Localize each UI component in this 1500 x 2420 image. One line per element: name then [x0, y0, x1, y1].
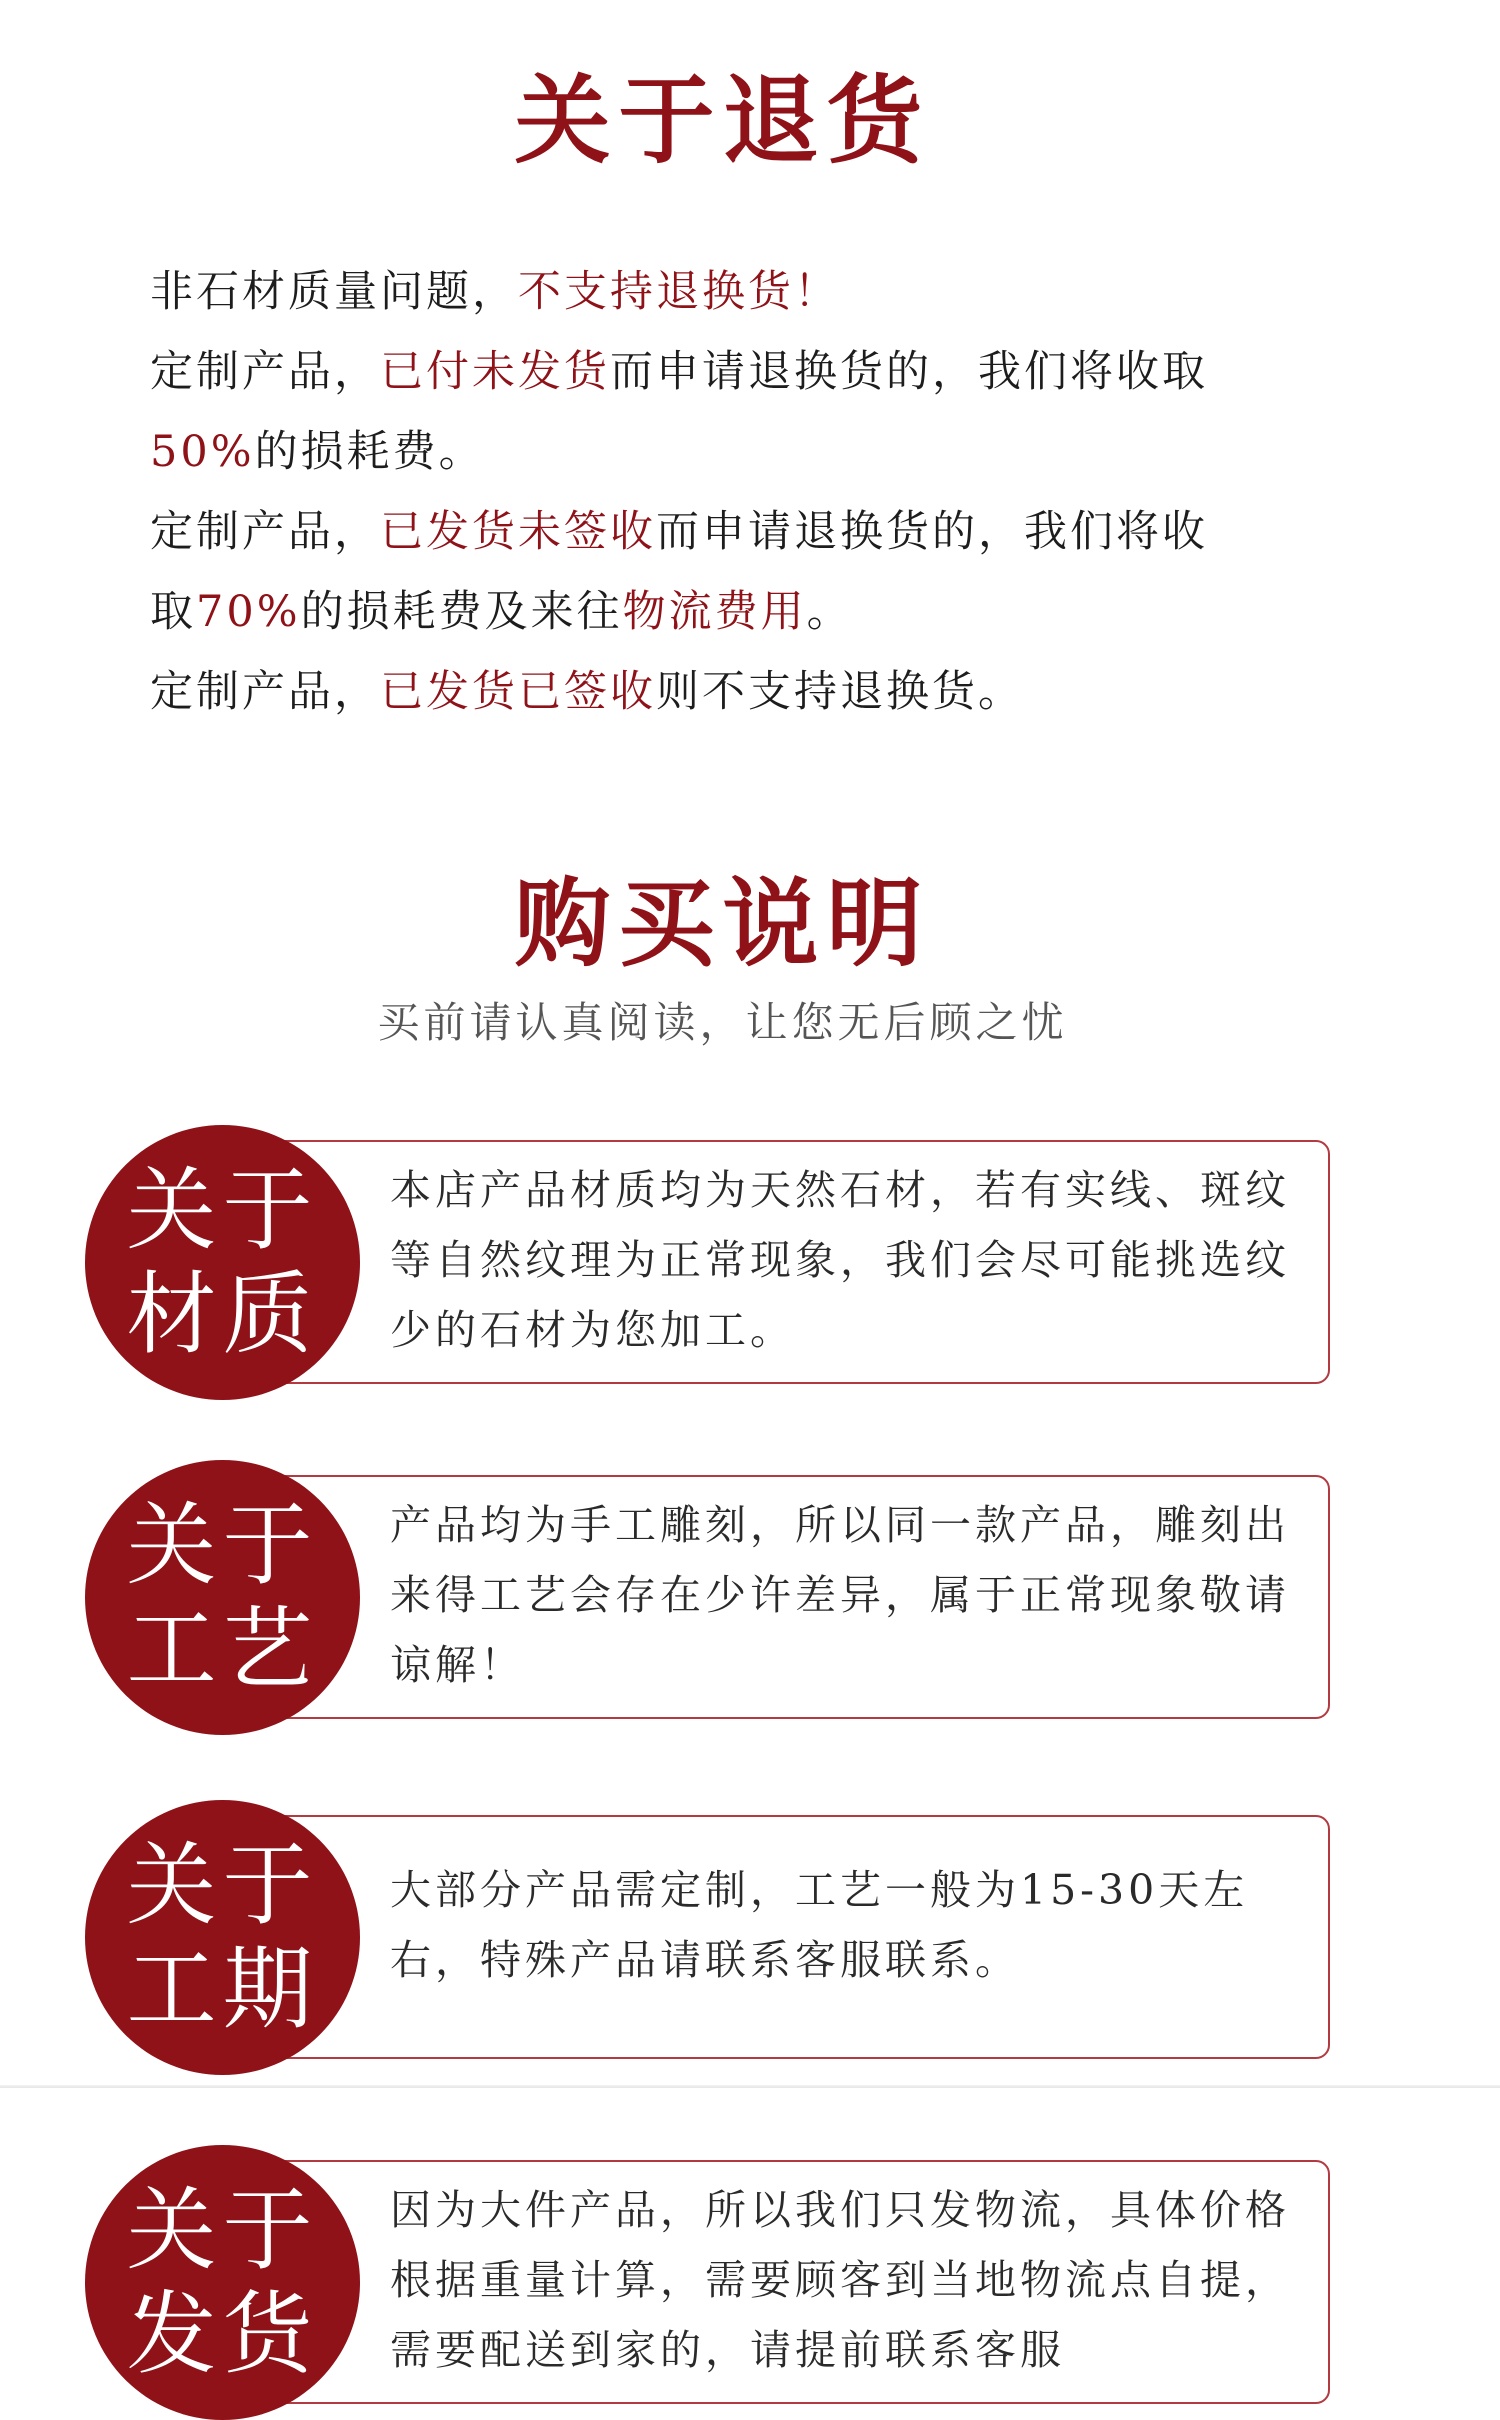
badge-label-line1: 关于 — [126, 1492, 319, 1598]
craft-card — [85, 1460, 1330, 1705]
highlight-text: 不支持退换货！ — [518, 267, 840, 317]
returns-line — [150, 252, 1330, 332]
material-text: 本店产品材质均为天然石材，若有实线、斑纹等自然纹理为正常现象，我们会尽可能挑选纹少的石材为您加工。 — [390, 1166, 1290, 1354]
shipping-card — [85, 2145, 1330, 2390]
period-badge — [85, 1800, 360, 2075]
plain-text: 非石材质量问题， — [150, 267, 518, 317]
craft-text: 产品均为手工雕刻，所以同一款产品，雕刻出来得工艺会存在少许差异，属于正常现象敬请谅解！ — [390, 1501, 1290, 1689]
material-card — [85, 1125, 1330, 1370]
plain-text: 的损耗费。 — [254, 427, 485, 477]
plain-text: 而申请退换货的，我们将收取 — [610, 347, 1208, 397]
returns-line — [150, 332, 1330, 412]
returns-line — [150, 572, 1330, 652]
shipping-badge — [85, 2145, 360, 2420]
returns-policy-text — [150, 252, 1330, 732]
plain-text: 定制产品， — [150, 507, 380, 557]
plain-text: 。 — [806, 587, 853, 637]
period-card — [85, 1800, 1330, 2045]
highlight-text: 已发货已签收 — [380, 667, 656, 717]
purchase-title: 购买说明 — [514, 868, 931, 980]
returns-title: 关于退货 — [514, 65, 931, 177]
plain-text: 的损耗费及来往 — [300, 587, 623, 637]
badge-label-line1: 关于 — [126, 1832, 319, 1938]
highlight-text: 已付未发货 — [380, 347, 610, 397]
divider — [0, 2085, 1500, 2088]
plain-text: 定制产品， — [150, 667, 380, 717]
returns-line — [150, 652, 1330, 732]
badge-label-line2: 工艺 — [126, 1596, 319, 1702]
badge-label-line1: 关于 — [126, 2177, 319, 2283]
plain-text: 定制产品， — [150, 347, 380, 397]
returns-line — [150, 492, 1330, 572]
badge-label-line2: 发货 — [126, 2281, 319, 2387]
badge-label-line1: 关于 — [126, 1157, 319, 1263]
craft-badge — [85, 1460, 360, 1735]
shipping-text: 因为大件产品，所以我们只发物流，具体价格根据重量计算，需要顾客到当地物流点自提，需要配送到家的，请提前联系客服 — [390, 2186, 1290, 2374]
highlight-text: 50% — [150, 427, 255, 477]
material-badge — [85, 1125, 360, 1400]
plain-text: 取 — [150, 587, 196, 637]
returns-line — [150, 412, 1330, 492]
plain-text: 则不支持退换货。 — [656, 667, 1024, 717]
purchase-subtitle: 买前请认真阅读，让您无后顾之忧 — [377, 998, 1068, 1047]
highlight-text: 70% — [196, 587, 301, 637]
plain-text: 而申请退换货的，我们将收 — [656, 507, 1208, 557]
highlight-text: 已发货未签收 — [380, 507, 656, 557]
badge-label-line2: 材质 — [126, 1261, 319, 1367]
period-text: 大部分产品需定制，工艺一般为15-30天左右，特殊产品请联系客服联系。 — [390, 1866, 1249, 1984]
highlight-text: 物流费用 — [622, 587, 807, 637]
badge-label-line2: 工期 — [126, 1936, 319, 2042]
